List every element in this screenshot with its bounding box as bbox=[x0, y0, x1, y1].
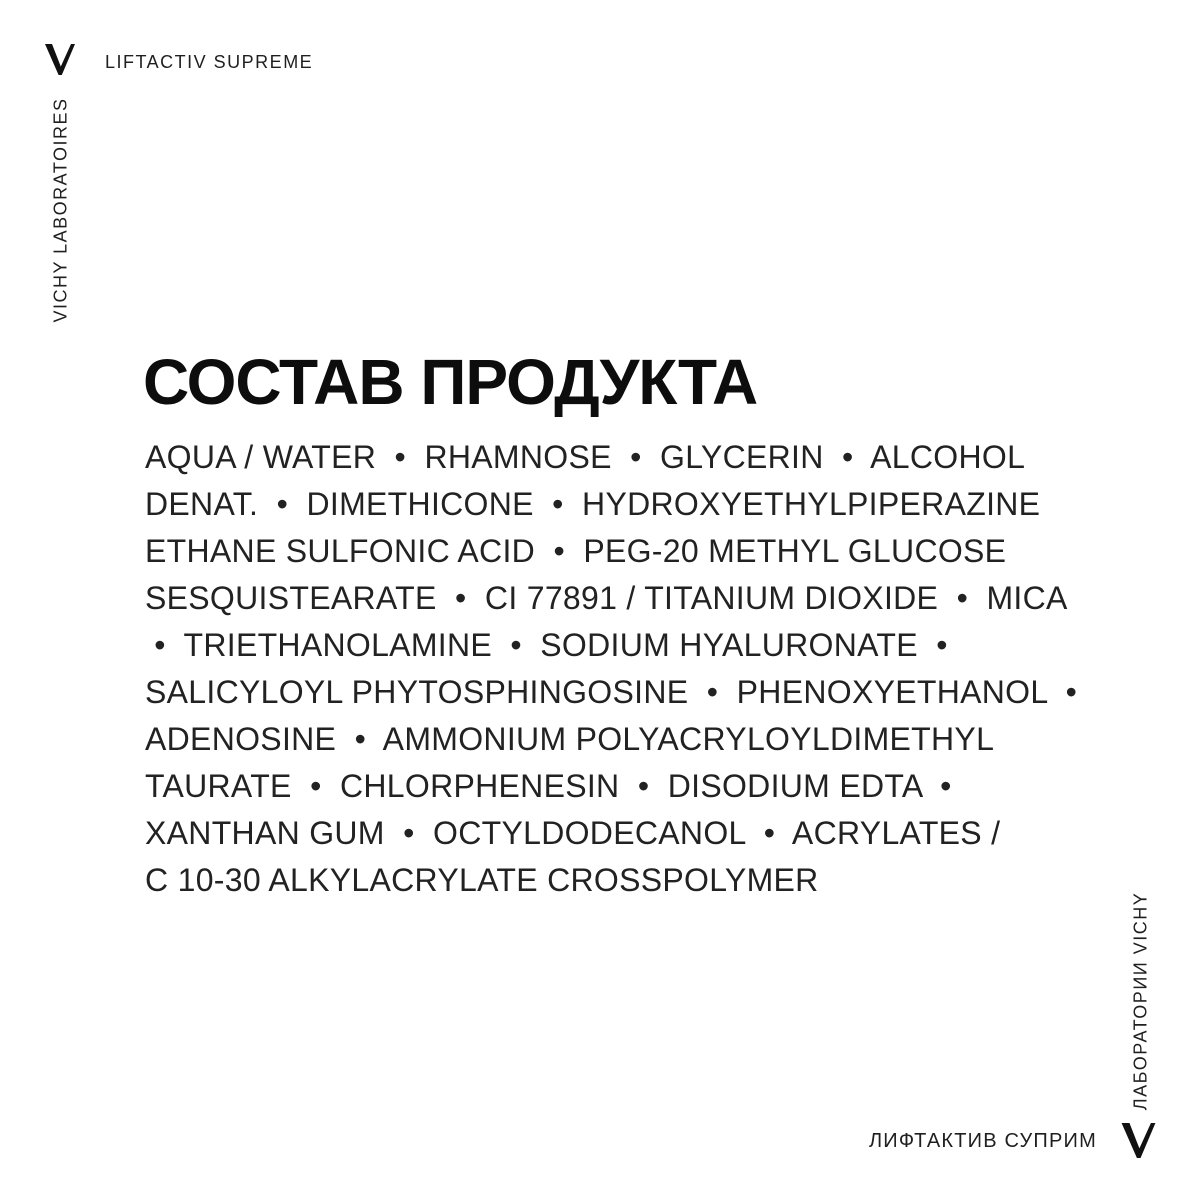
ingredients-line: TAURATE • CHLORPHENESIN • DISODIUM EDTA • bbox=[145, 768, 952, 804]
ingredients-line: SESQUISTEARATE • CI 77891 / TITANIUM DIOXIDE • MICA bbox=[145, 580, 1068, 616]
ingredients-line: C 10-30 ALKYLACRYLATE CROSSPOLYMER bbox=[145, 862, 819, 898]
ingredients-list bbox=[145, 434, 1077, 904]
ingredients-line: AQUA / WATER • RHAMNOSE • GLYCERIN • ALCOHOL bbox=[145, 439, 1026, 475]
ingredients-line: SALICYLOYL PHYTOSPHINGOSINE • PHENOXYETHANOL • bbox=[145, 674, 1078, 710]
left-vertical-label: VICHY LABORATOIRES bbox=[50, 97, 71, 323]
right-vertical-label: ЛАБОРАТОРИИ VICHY bbox=[1130, 891, 1151, 1111]
footer-product-label: ЛИФТАКТИВ СУПРИМ bbox=[868, 1130, 1097, 1152]
ingredients-line: ETHANE SULFONIC ACID • PEG-20 METHYL GLUCOSE bbox=[145, 533, 1007, 569]
brand-range-label: LIFTACTIV SUPREME bbox=[105, 52, 314, 72]
vichy-v-logo bbox=[1121, 1123, 1156, 1158]
ingredients-line: XANTHAN GUM • OCTYLDODECANOL • ACRYLATES / bbox=[145, 815, 1001, 851]
vichy-v-logo bbox=[45, 44, 75, 75]
ingredients-line: ADENOSINE • AMMONIUM POLYACRYLOYLDIMETHYL bbox=[145, 721, 995, 757]
ingredients-line: DENAT. • DIMETHICONE • HYDROXYETHYLPIPERAZINE bbox=[145, 486, 1041, 522]
page-title: СОСТАВ ПРОДУКТА bbox=[143, 345, 758, 418]
ingredients-line: • TRIETHANOLAMINE • SODIUM HYALURONATE • bbox=[145, 627, 948, 663]
